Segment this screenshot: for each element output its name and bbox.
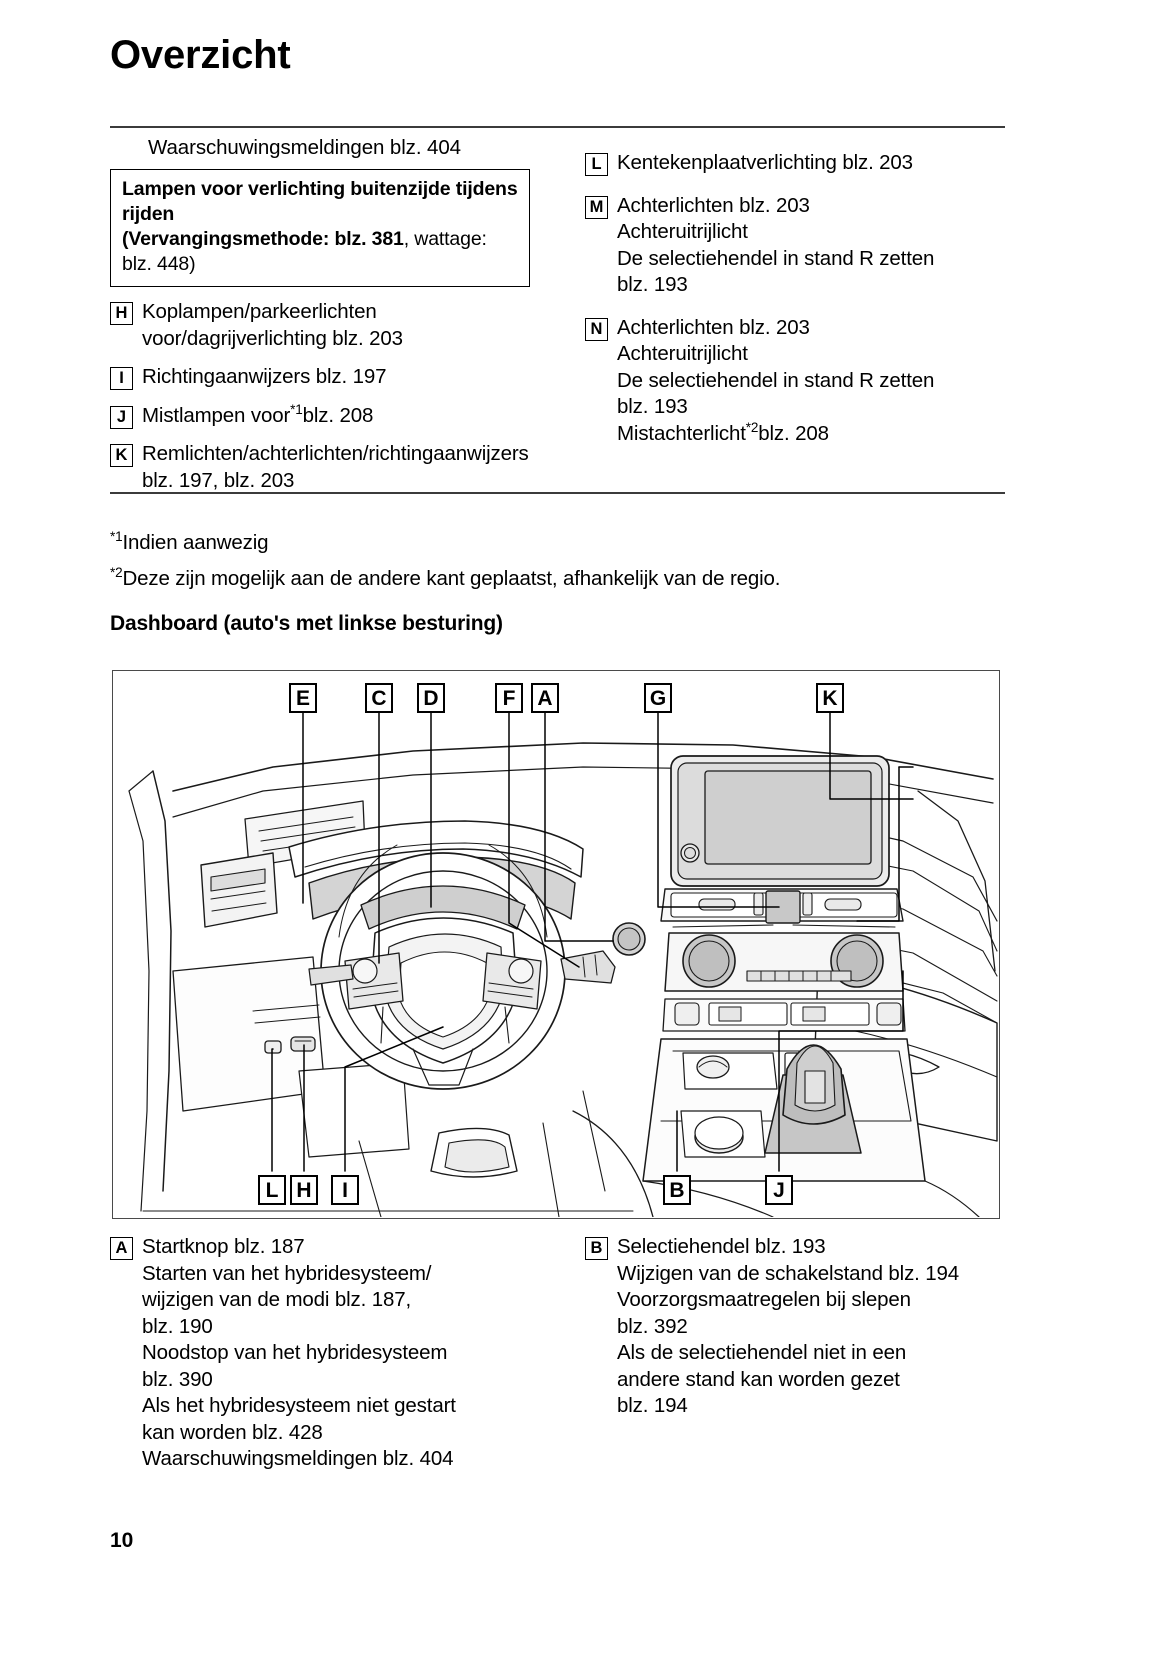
legend-item-b-line-2: Wijzigen van de schakelstand blz. 194 <box>617 1261 960 1285</box>
legend-item-b <box>585 1234 1015 1420</box>
callout-g[interactable]: G <box>644 683 672 713</box>
legend-top-right-column <box>585 134 1005 447</box>
legend-item-a-line-6: blz. 390 <box>142 1367 213 1391</box>
legend-item-b-line-5: Als de selectiehendel niet in een <box>617 1341 907 1364</box>
footnote-2-marker: *2 <box>110 565 123 581</box>
page-number: 10 <box>110 1529 134 1552</box>
legend-item-h-text: Koplampen/parkeerlichten voor/dagrijverlichting blz. 203 <box>142 300 403 350</box>
legend-item-n-line-1: Achterlichten blz. 203 <box>617 315 810 339</box>
legend-item-n-line-3: De selectiehendel in stand R zetten <box>617 368 935 392</box>
legend-item-b-line-7: blz. 194 <box>617 1394 688 1417</box>
legend-item-b-line-3: Voorzorgsmaatregelen bij slepen <box>617 1288 911 1311</box>
note-replacement-method: (Vervangingsmethode: blz. 381 <box>122 228 404 250</box>
note-heading: Lampen voor verlichting buitenzijde tijdens rijden <box>122 178 518 225</box>
footnote-2-text: Deze zijn mogelijk aan de andere kant geplaatst, afhankelijk van de regio. <box>122 567 781 590</box>
legend-item-n-line-5: Mistachterlicht <box>617 421 746 445</box>
section-subheading: Dashboard (auto's met linkse besturing) <box>110 612 503 635</box>
note-wattage: , wattage: blz. 448) <box>122 228 487 275</box>
legend-bottom-left-column <box>110 1234 540 1473</box>
legend-item-m <box>585 193 1005 299</box>
legend-item-m-line-1: Achterlichten blz. 203 <box>617 193 810 217</box>
callout-d[interactable]: D <box>417 683 445 713</box>
footnote-2 <box>110 567 780 591</box>
callout-i[interactable]: I <box>331 1175 359 1205</box>
legend-item-a-line-1: Startknop blz. 187 <box>142 1235 305 1258</box>
tag-h: H <box>110 302 133 325</box>
legend-top-left-column <box>110 134 540 494</box>
footnote-1-text: Indien aanwezig <box>122 531 269 554</box>
legend-item-j-text <box>142 403 373 430</box>
dashboard-drawing <box>113 671 999 1217</box>
legend-item-m-line-3: De selectiehendel in stand R zetten <box>617 246 935 270</box>
tag-a: A <box>110 1237 133 1260</box>
tag-n: N <box>585 318 608 341</box>
callout-a[interactable]: A <box>531 683 559 713</box>
legend-item-k <box>110 441 540 494</box>
divider-top <box>110 126 1005 128</box>
tag-i: I <box>110 367 133 390</box>
legend-item-k-text: Remlichten/achterlichten/richtingaanwijzers blz. 197, blz. 203 <box>142 442 529 492</box>
legend-item-a <box>110 1234 540 1473</box>
footnote-ref-1: *1 <box>290 401 303 417</box>
legend-item-b-line-4: blz. 392 <box>617 1314 688 1338</box>
legend-item-a-line-2: Starten van het hybridesysteem/ <box>142 1261 432 1285</box>
legend-item-i-text: Richtingaanwijzers blz. 197 <box>142 365 387 388</box>
legend-item-n-text <box>617 315 934 448</box>
legend-item-n-line-4: blz. 193 <box>617 395 688 418</box>
footnote-ref-2: *2 <box>745 419 759 435</box>
legend-item-a-line-8: kan worden blz. 428 <box>142 1420 323 1444</box>
exterior-lights-note-box <box>110 169 530 287</box>
callout-f[interactable]: F <box>495 683 523 713</box>
tag-m: M <box>585 196 608 219</box>
callout-e[interactable]: E <box>289 683 317 713</box>
legend-item-b-text <box>617 1234 959 1420</box>
legend-item-j <box>110 403 540 430</box>
legend-item-l <box>585 150 1005 177</box>
callout-l[interactable]: L <box>258 1175 286 1205</box>
callout-c[interactable]: C <box>365 683 393 713</box>
legend-item-h <box>110 299 540 352</box>
legend-item-n <box>585 315 1005 448</box>
legend-item-l-text: Kentekenplaatverlichting blz. 203 <box>617 151 913 174</box>
divider-middle <box>110 492 1005 494</box>
legend-item-a-line-5: Noodstop van het hybridesysteem <box>142 1341 448 1364</box>
tag-j: J <box>110 406 133 429</box>
legend-item-a-text <box>142 1234 456 1473</box>
legend-item-b-line-1: Selectiehendel blz. 193 <box>617 1235 826 1258</box>
legend-item-n-line-5-page: blz. 208 <box>758 421 829 445</box>
callout-k[interactable]: K <box>816 683 844 713</box>
legend-item-j-label: Mistlampen voor <box>142 403 291 427</box>
legend-item-i <box>110 364 540 391</box>
footnote-1 <box>110 531 268 555</box>
legend-item-a-line-3: wijzigen van de modi blz. 187, <box>142 1288 411 1311</box>
warning-messages-line: Waarschuwingsmeldingen blz. 404 <box>148 136 461 159</box>
legend-item-m-text <box>617 193 934 299</box>
legend-item-m-line-2: Achteruitrijlicht <box>617 220 748 243</box>
legend-item-b-line-6: andere stand kan worden gezet <box>617 1367 900 1391</box>
page-title: Overzicht <box>110 33 291 77</box>
legend-item-a-line-9: Waarschuwingsmeldingen blz. 404 <box>142 1447 454 1470</box>
callout-j[interactable]: J <box>765 1175 793 1205</box>
callout-b[interactable]: B <box>663 1175 691 1205</box>
tag-k: K <box>110 444 133 467</box>
legend-item-n-line-2: Achteruitrijlicht <box>617 342 748 365</box>
tag-l: L <box>585 153 608 176</box>
tag-b: B <box>585 1237 608 1260</box>
legend-bottom-right-column <box>585 1234 1015 1420</box>
legend-item-a-line-4: blz. 190 <box>142 1314 213 1338</box>
legend-item-m-line-4: blz. 193 <box>617 273 688 296</box>
dashboard-illustration <box>112 670 1000 1219</box>
footnote-1-marker: *1 <box>110 529 123 545</box>
legend-item-j-page: blz. 208 <box>302 403 374 427</box>
legend-item-a-line-7: Als het hybridesysteem niet gestart <box>142 1394 456 1417</box>
callout-h[interactable]: H <box>290 1175 318 1205</box>
